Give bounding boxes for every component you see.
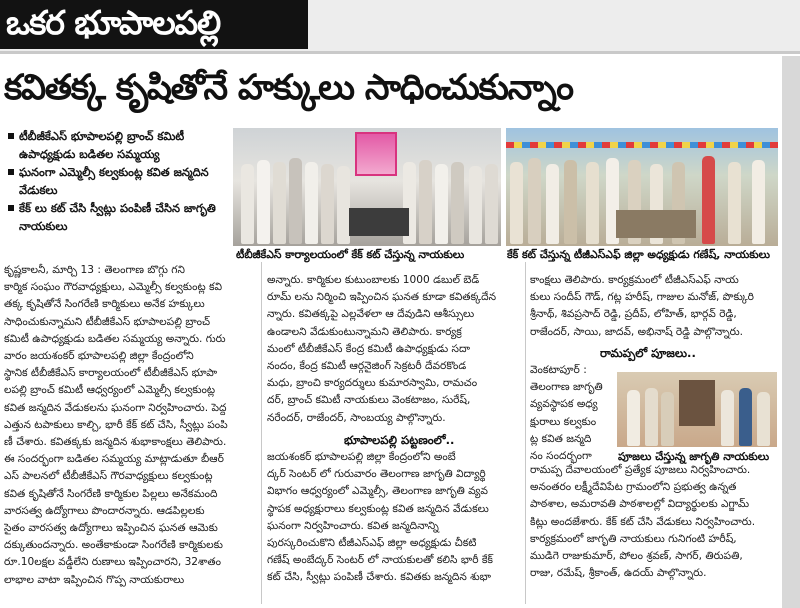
section-header-box [0,0,308,49]
person-figure [528,158,541,244]
person-figure [419,160,432,244]
text-line: కట్ చేసి, స్వీట్లు పంపిణీ చేశారు. కవితకు జన్మదిన శుభా [267,571,491,584]
person-figure [469,166,482,244]
text-line: వెంకటాపూర్ : [530,364,587,376]
text-line: లాభాల వాటా ఇప్పించిన గొప్ప నాయకురాలు [4,573,185,586]
subhead-ramappa: రామప్పలో పూజలు.. [600,346,696,360]
person-figure [661,392,674,446]
highlight-item: కేక్ లు కట్ చేసి స్వీట్లు పంపిణీ చేసిన జాగృతి నాయకులు [6,200,232,235]
photo1-caption: టీబీజీకేఎస్ కార్యాలయంలో కేక్ కట్ చేస్తున్న నాయకులు [236,248,464,264]
photo2-caption: కేక్ కట్ చేస్తున్న టీజీఎస్ఎఫ్ జిల్లా అధ్యక్షుడు గణేష్, నాయకులు [507,248,770,264]
text-line: జయశంకర్ భూపాలపల్లి జిల్లా కేంద్రంలోని అంబే [267,451,456,463]
person-figure [721,390,734,446]
article-column-2-continued [267,449,522,587]
person-figure [702,156,715,244]
person-figure [627,390,640,446]
text-line: విభాగం ఆధ్వర్యంలో ఎమ్మెల్సీ, తెలంగాణ జాగృతి వ్యవ [267,485,488,498]
photo-tbgks-cake-cutting [233,128,501,246]
article-column-3 [530,272,778,341]
text-line: కార్మిక సంఘం గౌరవాధ్యక్షులు, ఎమ్మెల్సీ కల్వకుంట్ల కవి [4,281,223,294]
shrine-altar [679,380,715,426]
text-line: రామప్ప దేవాలయంలో ప్రత్యేక పూజలు నిర్వహించారు. [530,464,751,476]
text-line: కమిటీ ఉపాధ్యక్షుడు బడితల సమ్మయ్య అన్నారు. గురు [4,332,226,345]
person-figure [289,158,302,244]
column-divider [261,262,262,604]
text-line: కవిత జన్మదిన వేడుకలను ఘనంగా నిర్వహించారు. పెద్ద [4,401,227,414]
person-figure [451,162,464,244]
person-figure [435,164,448,244]
article-column-2 [267,272,522,427]
text-line: ఉండాలని వేడుకుంటున్నామని తెలిపారు. కార్యక్ర [267,325,462,338]
person-figure [321,164,334,244]
text-line: వారసత్వ ఉద్యోగాలు పొందారన్నారు. ఆడపిల్లలకు [4,504,205,517]
person-figure [305,162,318,244]
text-line: తక్క కృషితోనే సింగరేణి కార్మికులు అనేక హక్కులు [4,298,205,311]
text-line: రూ.10లక్షల వడ్డీలేని రుణాలు ఇప్పించారని, 32శాతం [4,556,222,569]
person-figure [739,388,752,446]
text-line: ఈ సందర్భంగా బడితల సమ్మయ్య మాట్లాడుతూ బీఆర్ [4,453,224,466]
text-line: మంలో టీబీజీకేఎస్ కేంద్ర కమిటీ ఉపాధ్యక్షుడు సదా [267,342,470,355]
text-line: అన్నారు. కార్మికుల కుటుంబాలకు 1000 డబుల్ బెడ్ [267,274,480,286]
person-figure [257,160,270,244]
photo3-caption: పూజలు చేస్తున్న జాగృతి నాయకులు [618,450,769,466]
text-line: తెలంగాణ జాగృతి [530,381,603,394]
text-line: లపల్లి బ్రాంచ్ కమిటీ ఆధ్వర్యంలో ఎమ్మెల్సీ కల్వకుంట్ల [4,384,216,397]
text-line: గణేష్ అంబేద్కర్ సెంటర్ లో నాయకులతో కలిసి భారీ కేక్ [267,554,493,567]
text-line: మధు, బ్రాంచి కార్యదర్శులు కుమారస్వామి, రామచం [267,377,478,390]
text-line: రాజేందర్, సాయి, జాదవ్, అభినాష్ రెడ్డి పాల్గొన్నారు. [530,325,743,338]
text-line: కిట్లు అందజేశారు. కేక్ కట్ చేసి వేడుకలు నిర్వహించారు. [530,515,756,528]
person-figure [241,164,254,244]
person-figure [564,160,577,244]
highlight-item: ఘనంగా ఎమ్మెల్సీ కల్వకుంట్ల కవిత జన్మదిన వేడుకలు [6,164,232,199]
article-column-3-continued [530,462,778,582]
text-line: రాజు, రమేష్, శ్రీకాంత్, ఉదయ్ పాల్గొన్నారు. [530,567,707,580]
section-title: ఒకర భూపాలపల్లి [6,3,221,42]
highlight-item: టీబీజీకేఎస్ భూపాలపల్లి బ్రాంచ్ కమిటీ ఉపాధ్యక్షుడు బడితల సమ్మయ్య [6,128,232,163]
text-line: వ్యవస్థాపక అధ్య [530,398,598,411]
person-figure [645,388,658,446]
text-line: కృష్ణకాలనీ, మార్చి 13 : తెలంగాణ బొగ్గు గని [4,264,185,276]
person-figure [546,164,559,244]
person-figure [757,392,770,446]
text-line: కులు సందీప్ గౌడ్, గట్ల హరీష్, గాజుల మనోజ్, పొక్కురి [530,291,754,304]
photo-ramappa-pooja [617,372,777,447]
text-line: స్థాపక అధ్యక్షురాలు కల్వకుంట్ల కవిత జన్మదిన వేడుకలు [267,502,489,515]
header-divider [0,51,800,54]
cake-table [616,210,696,238]
article-column-3-beside-photo [530,362,615,465]
text-line: న్నారు. కవితక్కపై ఎల్లవేళలా ఆ దేవుడిని ఆశీస్సులు [267,308,475,321]
text-line: ఘనంగా నిర్వహించారు. కవిత జన్మదినాన్ని [267,519,439,532]
photo-tgsf-cake-cutting [506,128,778,246]
person-figure [728,162,741,244]
person-figure [485,164,498,244]
text-line: ద్కర్ సెంటర్ లో గురువారం తెలంగాణ జాగృతి విద్యార్థి [267,468,486,481]
subhead-bhupalpally-town: భూపాలపల్లి పట్టణంలో.. [344,433,455,447]
person-figure [273,162,286,244]
text-line: కవిత కృషితోనే సింగరేణి కార్మికుల పిల్లలు అనేకమంది [4,487,218,500]
page-edge-shadow [782,56,800,608]
column-divider [525,262,526,604]
text-line: క్షురాలు కల్వకుం [530,415,597,428]
person-figure [586,162,599,244]
text-line: అనంతరం లక్ష్మీదేవిపేట గ్రామంలోని ప్రభుత్వ ఉన్నత [530,481,737,494]
article-column-1 [4,262,256,589]
text-line: ఎస్ పాలనలో టీబీజీకేఎస్ గౌరవాధ్యక్షులు కల్వకుంట్ల [4,470,213,483]
highlights-list [6,128,232,237]
text-line: దర్, బ్రాంచ్ కమిటీ నాయకులు వెంకటాజం, సురేష్, [267,394,471,407]
text-line: సైతం వారసత్వ ఉద్యోగాలు ఇప్పించిన ఘనత ఆమెకు [4,522,218,535]
text-line: నరేందర్, రాజేందర్, సాంబయ్య పాల్గొన్నారు. [267,411,446,424]
article-headline: కవితక్క కృషితోనే హక్కులు సాధించుకున్నాం [4,68,573,108]
cake-table [349,208,409,236]
text-line: వారం జయశంకర్ భూపాలపల్లి జిల్లా కేంద్రంలోని [4,350,194,363]
text-line: పురస్కరించుకొని టీజీఎస్ఎఫ్ జిల్లా అధ్యక్షుడు చీకటి [267,537,477,550]
text-line: దక్కుతుందన్నారు. అంతేకాకుండా సింగరేణి కార్మికులకు [4,539,223,552]
person-figure [510,162,523,244]
text-line: కార్యక్రమంలో జాగృతి నాయకులు గునిగంటి హరీష్, [530,532,737,545]
text-line: కాంక్షలు తెలిపారు. కార్యక్రమంలో టీజీఎస్ఎఫ్ నాయ [530,274,739,286]
text-line: నం సందర్భంగా [530,450,592,463]
poster-banner [355,132,397,176]
bunting-decoration [506,142,778,148]
person-figure [752,160,765,244]
text-line: ఎత్తున టపాకులు కాల్చి, భారీ కేక్ కట్ చేసి, స్వీట్లు పంపి [4,418,228,431]
text-line: ముడిగె రాజుకుమార్, పోలం శ్రవణ్, సాగర్, తిరుపతి, [530,550,743,563]
text-line: శ్రీనాథ్, శివప్రసాద్ రెడ్డి, ప్రదీప్, లోహిత్, భార్గవ్ రెడ్డి, [530,308,737,321]
text-line: రూమ్ లను నిర్మించి ఇప్పించిన ఘనత కూడా కవితక్కదేన [267,291,497,304]
text-line: ట్ల కవిత జన్మది [530,432,592,445]
text-line: సాధించుకున్నామని టీబీజీకేఎస్ భూపాలపల్లి బ్రాంచ్ [4,315,210,328]
text-line: ణీ చేశారు. కవితక్కకు జన్మదిన శుభాకాంక్షలు తెలిపారు. [4,436,227,449]
text-line: నందం, కేంద్ర కమిటీ ఆర్గనైజింగ్ సెక్రటరీ దేవరకొండ [267,360,467,373]
text-line: పాఠశాల, అమరావతి పాఠశాలల్లో విద్యార్థులకు ఎగ్జామ్ [530,498,750,511]
text-line: స్థానిక టీబీజీకేఎస్ కార్యాలయంలో టీబీజీకేఎస్ భూపా [4,367,218,380]
